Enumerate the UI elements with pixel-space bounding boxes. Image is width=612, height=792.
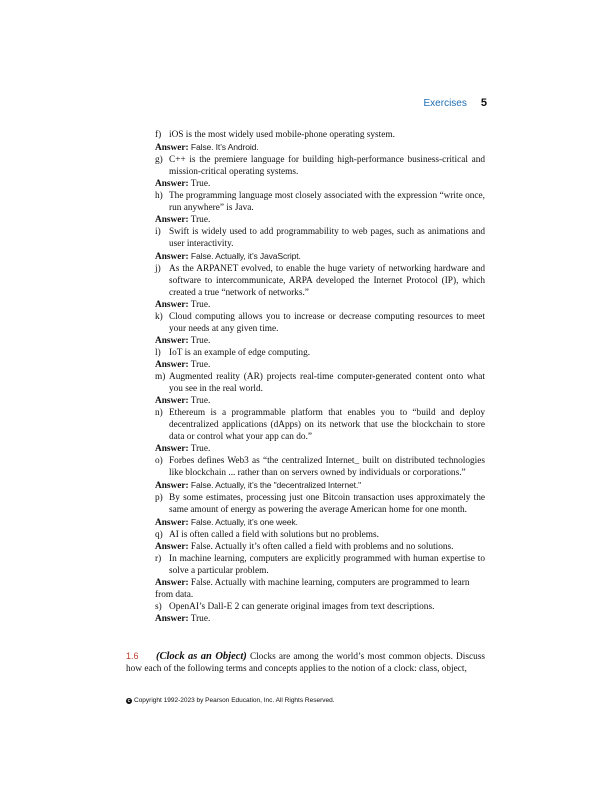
question-text: Swift is widely used to add programmability to web pages, such as animations and user interactivity. <box>169 227 485 249</box>
answer-value: False. Actually with machine learning, computers are programmed to learn from data. <box>155 578 470 600</box>
question-label: k) <box>155 312 163 322</box>
answer-line <box>155 214 485 226</box>
question-text: iOS is the most widely used mobile-phone operating system. <box>169 130 395 140</box>
exercise-title: (Clock as an Object) <box>156 651 247 662</box>
question-label: j) <box>155 264 161 274</box>
answer-key: Answer: <box>155 542 189 552</box>
answer-key: Answer: <box>155 481 189 491</box>
section-title: Exercises <box>423 98 467 109</box>
question-item <box>155 601 485 613</box>
running-header <box>424 97 487 109</box>
question-label: s) <box>155 602 162 612</box>
question-label: n) <box>155 408 163 418</box>
answer-line <box>155 335 485 347</box>
page-number: 5 <box>480 97 487 109</box>
question-label: q) <box>155 530 163 540</box>
answer-key: Answer: <box>155 143 189 153</box>
question-item <box>155 263 485 299</box>
answer-value: True. <box>190 396 211 406</box>
question-item <box>155 371 485 395</box>
answer-key: Answer: <box>155 396 189 406</box>
question-item <box>155 455 485 479</box>
answer-value: True. <box>190 215 211 225</box>
question-label: o) <box>155 456 163 466</box>
question-text: C++ is the premiere language for building high-performance business-critical and mission-critical operating systems. <box>169 155 485 177</box>
answer-line <box>155 141 485 154</box>
answer-value: False. Actually, it’s the "decentralized Internet." <box>190 480 362 490</box>
answer-value: True. <box>190 300 211 310</box>
question-item <box>155 407 485 443</box>
answer-line <box>155 359 485 371</box>
answer-value: False. It’s Android. <box>190 142 259 152</box>
question-text: By some estimates, processing just one Bitcoin transaction uses approximately the same amount of energy as powering the average American home for one month. <box>169 493 485 515</box>
question-item <box>155 492 485 516</box>
answer-line <box>155 299 485 311</box>
exercise-number: 1.6 <box>126 651 139 661</box>
question-text: IoT is an example of edge computing. <box>169 348 311 358</box>
question-item <box>155 347 485 359</box>
answer-key: Answer: <box>155 444 189 454</box>
answer-key: Answer: <box>155 252 189 262</box>
answer-key: Answer: <box>155 360 189 370</box>
answer-value: True. <box>190 179 211 189</box>
answer-key: Answer: <box>155 215 189 225</box>
question-text: In machine learning, computers are explicitly programmed with human expertise to solve a particular problem. <box>169 554 485 576</box>
answer-line <box>155 250 485 263</box>
exercise-1-6 <box>126 650 485 675</box>
question-item <box>155 529 485 541</box>
question-label: l) <box>155 348 161 358</box>
question-item <box>155 311 485 335</box>
question-text: As the ARPANET evolved, to enable the huge variety of networking hardware and software to intercommunicate, ARPA developed the Internet Protocol (IP), which created a true “network of networks.” <box>169 264 485 298</box>
question-label: m) <box>155 372 166 382</box>
answer-value: False. Actually, it’s one week. <box>190 517 298 527</box>
question-label: i) <box>155 227 161 237</box>
answer-key: Answer: <box>155 336 189 346</box>
answer-key: Answer: <box>155 614 189 624</box>
question-text: Forbes defines Web3 as “the centralized Internet_ built on distributed technologies like blockchain ... rather than on servers owned by individuals or corporations.” <box>169 456 485 478</box>
question-text: Cloud computing allows you to increase or decrease computing resources to meet your needs at any given time. <box>169 312 485 334</box>
question-text: Augmented reality (AR) projects real-time computer-generated content onto what you see in the real world. <box>169 372 485 394</box>
answer-value: True. <box>190 614 211 624</box>
answer-value: True. <box>190 336 211 346</box>
question-text: OpenAI’s Dall-E 2 can generate original images from text descriptions. <box>169 602 435 612</box>
answer-line <box>155 479 485 492</box>
answer-line <box>155 577 485 601</box>
copyright-footer <box>126 697 335 704</box>
question-text: The programming language most closely associated with the expression “write once, run anywhere” is Java. <box>169 191 485 213</box>
answer-value: True. <box>190 360 211 370</box>
question-text: AI is often called a field with solutions but no problems. <box>169 530 379 540</box>
answer-value: False. Actually, it’s JavaScript. <box>190 251 301 261</box>
answer-value: False. Actually it’s often called a field with problems and no solutions. <box>190 542 454 552</box>
question-item <box>155 154 485 178</box>
answer-key: Answer: <box>155 518 189 528</box>
question-label: r) <box>155 554 162 564</box>
question-item <box>155 129 485 141</box>
exercise-text: Clocks are among the world’s most common objects. Discuss how each of the following terms and concepts applies to the notion of a clock: class, object, <box>126 652 485 674</box>
question-text: Ethereum is a programmable platform that enables you to “build and deploy decentralized applications (dApps) on its network that use the blockchain to store data or control what your app can do.” <box>169 408 485 442</box>
question-item <box>155 553 485 577</box>
answer-line <box>155 516 485 529</box>
answer-line <box>155 395 485 407</box>
copyright-text: Copyright 1992-2023 by Pearson Education, Inc. All Rights Reserved. <box>134 697 335 704</box>
answer-key: Answer: <box>155 179 189 189</box>
exercise-items <box>155 129 485 625</box>
answer-key: Answer: <box>155 578 189 588</box>
question-label: h) <box>155 191 163 201</box>
question-label: g) <box>155 155 163 165</box>
answer-line <box>155 541 485 553</box>
question-label: f) <box>155 130 162 140</box>
question-item <box>155 190 485 214</box>
answer-key: Answer: <box>155 300 189 310</box>
question-label: p) <box>155 493 163 503</box>
answer-line <box>155 613 485 625</box>
copyright-icon: c <box>127 697 131 704</box>
answer-line <box>155 178 485 190</box>
answer-value: True. <box>190 444 211 454</box>
answer-line <box>155 443 485 455</box>
question-item <box>155 226 485 250</box>
